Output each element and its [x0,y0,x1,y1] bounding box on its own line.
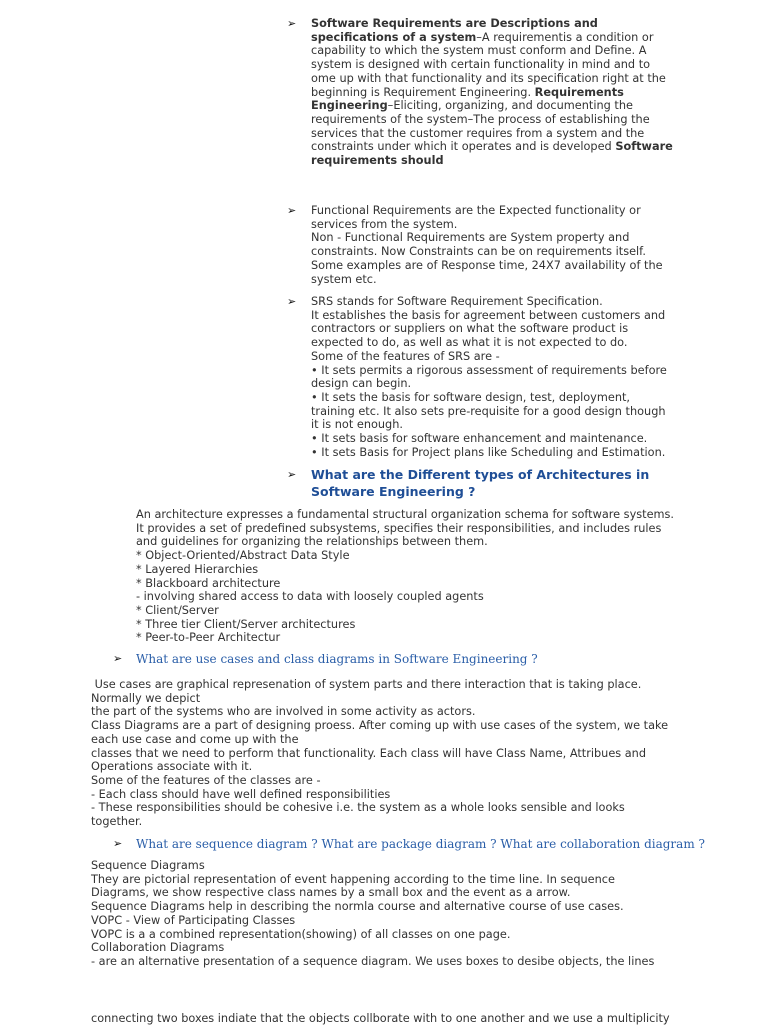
bullet-arrow-icon: ➢ [287,204,297,217]
srs-line: • It sets basis for software enhancement and maintenance. [311,432,648,446]
architecture-line: and guidelines for organizing the relationships between them. [136,535,488,549]
srs-line: expected to do, as well as what it is not expected to do. [311,336,628,350]
sequence-line: Collaboration Diagrams [91,941,225,955]
use-cases-line: Use cases are graphical represenation of system parts and there interaction that is taking place. [91,678,642,691]
srs-line: Some of the features of SRS are - [311,349,500,363]
srs-line: training etc. It also sets pre-requisite for a good design though [311,404,666,418]
functional-line: Some examples are of Response time, 24X7 availability of the [311,258,663,272]
srs-line: • It sets permits a rigorous assessment of requirements before [311,363,667,377]
srs-def-text-2: –A requirementis a condition or [476,30,654,44]
functional-requirements-block [311,204,663,286]
srs-def-text-8: requirements of the system–The process of establishing the [311,112,650,126]
srs-line: It establishes the basis for agreement between customers and [311,308,666,322]
bullet-arrow-icon: ➢ [287,17,297,30]
srs-line: design can begin. [311,377,412,391]
srs-def-text-9: services that the customer requires from a system and the [311,126,645,140]
architecture-line: * Object-Oriented/Abstract Data Style [136,549,350,563]
srs-def-bold-6: Requirements [534,85,624,99]
architecture-line: An architecture expresses a fundamental structural organization schema for software systems. [136,508,674,521]
sequence-line: VOPC is a a combined representation(showing) of all classes on one page. [91,927,511,941]
architecture-heading-line-2: Software Engineering ? [311,483,476,499]
srs-def-text-3: capability to which the system must conform and Define. A [311,44,647,58]
sequence-bottom-line: connecting two boxes indiate that the objects collborate with to one another and we use a multiplicity [91,1012,670,1025]
functional-line: services from the system. [311,217,458,231]
sequence-body [91,859,654,969]
bullet-arrow-icon: ➢ [287,468,297,481]
use-cases-line: each use case and come up with the [91,732,299,746]
use-cases-line: Operations associate with it. [91,760,253,774]
srs-def-bold-7: Engineering [311,99,388,113]
srs-def-text-7: –Eliciting, organizing, and documenting the [387,99,633,113]
use-cases-line: classes that we need to perform that functionality. Each class will have Class Name, Attribues and [91,746,647,760]
srs-def-text-6: beginning is Requirement Engineering. [311,85,535,99]
architecture-line: * Peer-to-Peer Architectur [136,631,281,645]
srs-def-text-4: system is designed with certain functionality in mind and to [311,58,651,72]
functional-line: system etc. [311,272,377,286]
architecture-heading-line-1: What are the Different types of Architectures in [311,467,650,482]
use-cases-line: Some of the features of the classes are - [91,773,321,787]
functional-line: Non - Functional Requirements are System property and [311,231,630,245]
use-cases-line: - Each class should have well defined responsibilities [91,787,391,801]
use-cases-line: Class Diagrams are a part of designing proess. After coming up with use cases of the system, we take [91,719,669,733]
srs-block [311,295,667,459]
sequence-line: Sequence Diagrams help in describing the normla course and alternative course of use cases. [91,900,624,914]
srs-line: it is not enough. [311,418,403,432]
srs-def-text-10: constraints under which it operates and is developed [311,140,616,154]
srs-def-text-5: ome up with that functionality and its specification right at the [311,71,666,85]
srs-definition-block [311,17,673,168]
sequence-heading: What are sequence diagram ? What are package diagram ? What are collaboration diagram ? [136,837,705,851]
srs-line: SRS stands for Software Requirement Specification. [311,295,603,308]
architecture-heading [311,467,649,500]
srs-def-bold-10: Software [615,140,673,154]
sequence-line: Diagrams, we show respective class names by a small box and the event as a arrow. [91,886,571,900]
functional-line: constraints. Now Constraints can be on requirements itself. [311,245,646,259]
srs-line: • It sets the basis for software design, test, deployment, [311,390,630,404]
use-cases-heading: What are use cases and class diagrams in Software Engineering ? [136,652,538,666]
use-cases-line: the part of the systems who are involved in some activity as actors. [91,705,476,719]
srs-def-bold-11: requirements should [311,154,444,168]
sequence-line: - are an alternative presentation of a sequence diagram. We uses boxes to desibe objects, the lines [91,954,655,968]
architecture-line: - involving shared access to data with loosely coupled agents [136,590,484,604]
srs-def-bold-1: Software Requirements are Descriptions and [311,17,598,30]
bullet-arrow-icon: ➢ [113,837,123,850]
use-cases-line: - These responsibilities should be cohesive i.e. the system as a whole looks sensible and looks [91,801,625,815]
srs-def-bold-2: specifications of a system [311,30,477,44]
architecture-line: * Three tier Client/Server architectures [136,617,356,631]
srs-line: contractors or suppliers on what the software product is [311,322,629,336]
architecture-body [136,508,674,645]
architecture-line: It provides a set of predefined subsystems, specifies their responsibilities, and includes rules [136,521,662,535]
architecture-line: * Client/Server [136,603,219,617]
srs-line: • It sets Basis for Project plans like Scheduling and Estimation. [311,445,666,459]
use-cases-line: together. [91,815,143,829]
sequence-line: Sequence Diagrams [91,859,205,872]
architecture-line: * Layered Hierarchies [136,562,259,576]
sequence-line: They are pictorial representation of event happening according to the time line. In sequence [91,872,615,886]
bullet-arrow-icon: ➢ [113,652,123,665]
architecture-line: * Blackboard architecture [136,576,281,590]
bullet-arrow-icon: ➢ [287,295,297,308]
sequence-line: VOPC - View of Participating Classes [91,913,296,927]
use-cases-line: Normally we depict [91,691,201,705]
use-cases-body [91,678,668,829]
functional-line: Functional Requirements are the Expected functionality or [311,204,641,217]
